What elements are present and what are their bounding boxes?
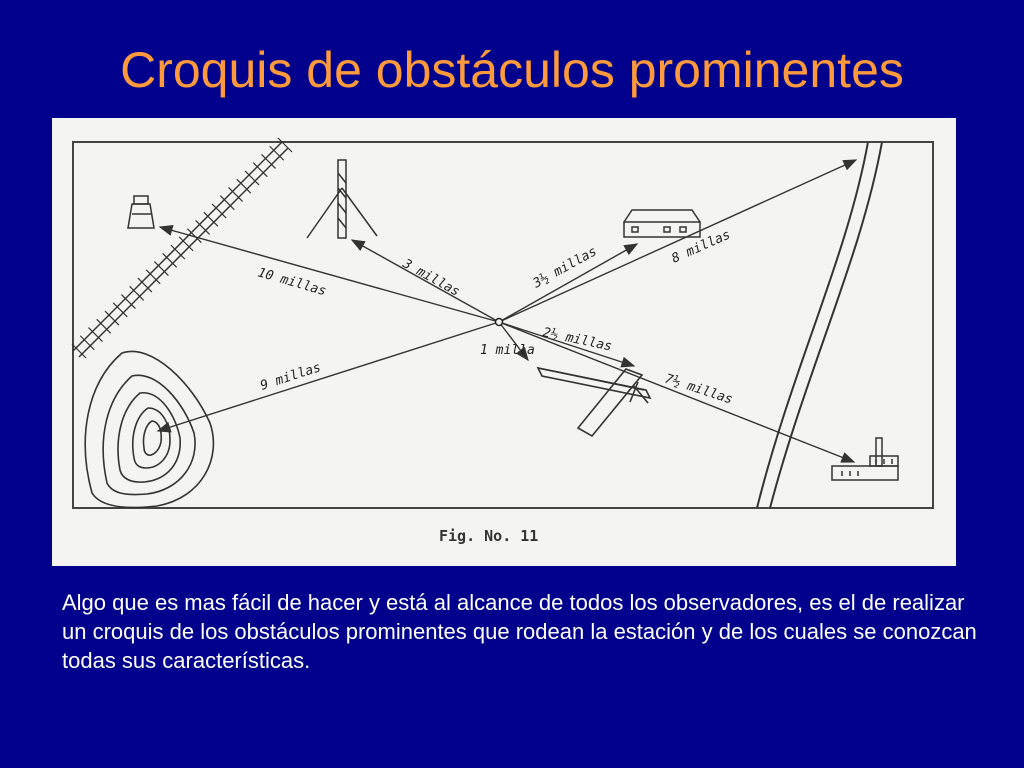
- line-road: [499, 160, 856, 322]
- railway-tie: [113, 303, 127, 317]
- railway-tie: [196, 220, 210, 234]
- railway-tie: [245, 171, 259, 185]
- railway-tie: [253, 163, 267, 177]
- railway-tie: [130, 286, 144, 300]
- railway-tie: [146, 270, 160, 284]
- slide-body-text: Algo que es mas fácil de hacer y está al alcance de todos los observadores, es el de realizar un croquis de los obstáculos prominentes que rodean la estación y de los cuales se conozcan todas sus características.: [62, 590, 977, 673]
- railway-tie: [212, 204, 226, 218]
- sketch-figure: [52, 118, 956, 566]
- railway-tie: [105, 311, 119, 325]
- line-factory: [499, 322, 854, 462]
- airfield-runways: [538, 368, 650, 436]
- railway-tie: [262, 154, 276, 168]
- watchtower-icon: [128, 196, 154, 228]
- railway-tie: [163, 253, 177, 267]
- label-airfield-far-distance: 2½ millas: [541, 325, 614, 355]
- label-tower-distance: 10 millas: [255, 265, 328, 300]
- figure-caption: Fig. No. 11: [439, 527, 539, 545]
- slide-title: Croquis de obstáculos prominentes: [120, 42, 904, 98]
- label-airfield-near-distance: 1 milla: [480, 343, 535, 358]
- railway-tie: [138, 278, 152, 292]
- building-icon: [624, 210, 700, 237]
- railway-tie: [270, 146, 284, 160]
- station-point: [496, 319, 503, 326]
- factory-icon: [832, 438, 898, 480]
- radio-tower-icon: [307, 160, 377, 238]
- line-watchtower: [160, 227, 499, 322]
- railway-tie: [121, 295, 135, 309]
- label-road-distance: 8 millas: [669, 227, 733, 267]
- line-building: [499, 244, 637, 322]
- railway-tie: [80, 336, 94, 350]
- label-hill-distance: 9 millas: [258, 360, 323, 394]
- railway-tie: [97, 319, 111, 333]
- label-factory-distance: 7½ millas: [662, 371, 735, 408]
- railway-tie: [154, 262, 168, 276]
- label-radio-distance: 3 millas: [400, 256, 463, 300]
- obstacle-sketch: [52, 118, 956, 566]
- railway-tie: [171, 245, 185, 259]
- railway-tie: [220, 196, 234, 210]
- sight-lines: [158, 160, 856, 462]
- railway-tie: [179, 237, 193, 251]
- label-building-distance: 3½ millas: [530, 244, 600, 292]
- hill-contours: [85, 351, 213, 507]
- railway-tie: [237, 179, 251, 193]
- railway-tie: [88, 328, 102, 342]
- line-hill: [158, 322, 499, 431]
- railway-tie: [72, 344, 86, 358]
- railway-tie: [229, 187, 243, 201]
- railway-tie: [204, 212, 218, 226]
- railway-tie: [278, 138, 292, 152]
- railway-track: [72, 138, 292, 358]
- sketch-frame: [73, 142, 933, 508]
